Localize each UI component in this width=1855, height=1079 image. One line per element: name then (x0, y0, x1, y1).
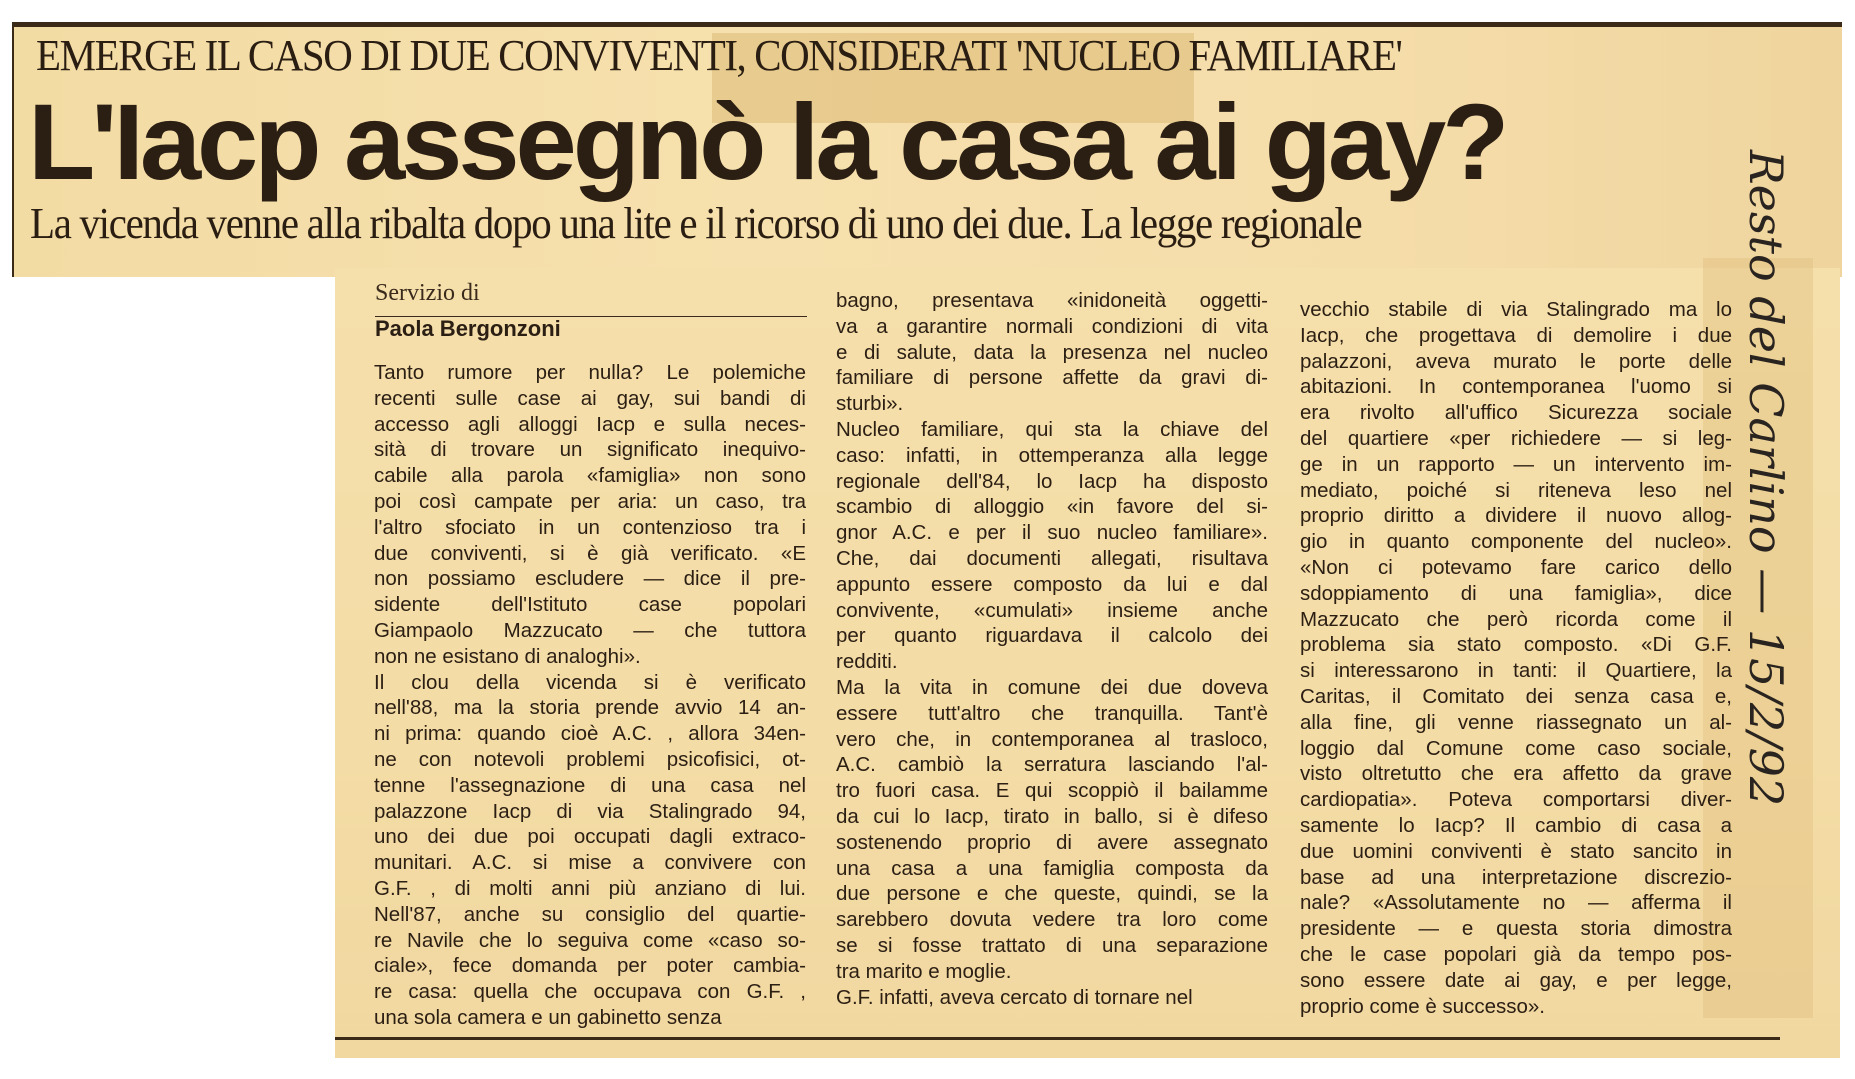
article-line: «Non ci potevamo fare carico dello (1300, 555, 1732, 579)
article-line: recenti sulle case ai gay, sui bandi di (374, 386, 806, 410)
article-line: Nucleo familiare, qui sta la chiave del (836, 417, 1268, 441)
article-line: A.C. cambiò la serratura lasciando l'al- (836, 753, 1268, 777)
article-line: sidente dell'Istituto case popolari (374, 593, 806, 617)
article-line: da cui lo Iacp, tirato in ballo, si è difeso (836, 804, 1268, 828)
article-line: bagno, presentava «inidoneità oggetti- (836, 289, 1268, 312)
article-line: samente lo Iacp? Il cambio di casa a (1300, 813, 1732, 837)
article-line: per quanto riguardava il calcolo dei (836, 624, 1268, 648)
article-line: tenne l'assegnazione di una casa nel (374, 773, 806, 797)
article-line: era rivolto all'uffico Sicurezza sociale (1300, 401, 1732, 425)
article-line: si interessarono in tanti: il Quartiere, la (1300, 659, 1732, 683)
article-line: Nell'87, anche su consiglio del quartie- (374, 902, 806, 926)
article-line: regionale dell'84, lo Iacp ha disposto (836, 469, 1268, 493)
article-line: una sola camera e un gabinetto senza (374, 1005, 722, 1029)
article-line: uno dei due poi occupati dagli extraco- (374, 825, 806, 849)
article-line: convivente, «cumulati» insieme anche (836, 598, 1268, 622)
article-line: Ma la vita in comune dei due doveva (836, 675, 1268, 699)
headline: L'Iacp assegnò la casa ai gay? (28, 81, 1506, 202)
article-line: appunto essere composto da lui e dal (836, 572, 1268, 596)
article-line: palazzone Iacp di via Stalingrado 94, (374, 799, 806, 823)
article-line: familiare di persone affette da gravi di- (836, 366, 1268, 390)
article-line: che le case popolari già da tempo pos- (1300, 942, 1732, 966)
article-line: G.F. , di molti anni più anziano di lui. (374, 876, 806, 900)
article-line: base ad una interpretazione discrezio- (1300, 865, 1732, 889)
article-line: proprio come è successo». (1300, 994, 1545, 1018)
handwritten-source-date: Resto del Carlino — 15/2/92 (1739, 150, 1793, 807)
article-line: sturbi». (836, 392, 904, 416)
article-line: sdoppiamento di una famiglia», dice (1300, 581, 1732, 605)
byline-label: Servizio di (375, 280, 480, 306)
article-line: scambio di alloggio «in favore del si- (836, 495, 1268, 519)
article-line: ge in un rapporto — un intervento im- (1300, 452, 1732, 476)
article-line: due conviventi, si è già verificato. «E (374, 541, 806, 565)
article-line: Il clou della vicenda si è verificato (374, 670, 806, 694)
article-line: ciale», fece domanda per poter cambia- (374, 954, 806, 978)
article-line: sono essere date ai gay, e per legge, (1300, 968, 1732, 992)
article-line: alla fine, gli venne riassegnato un al- (1300, 710, 1732, 734)
article-line: ni prima: quando cioè A.C. , allora 34en- (374, 722, 806, 746)
article-line: va a garantire normali condizioni di vita (836, 314, 1268, 338)
article-line: loggio dal Comune come caso sociale, (1300, 736, 1732, 760)
article-line: vecchio stabile di via Stalingrado ma lo (1300, 298, 1732, 321)
article-column-2 (836, 288, 1268, 1010)
article-line: gio in quanto componente del nucleo». (1300, 530, 1732, 554)
article-line: due persone e che queste, quindi, se la (836, 882, 1268, 906)
article-column-1 (374, 360, 806, 1031)
article-column-3 (1300, 297, 1732, 1019)
byline-author: Paola Bergonzoni (375, 316, 561, 341)
article-line: gnor A.C. e per il suo nucleo familiare». (836, 521, 1268, 545)
article-line: Che, dai documenti allegati, risultava (836, 546, 1268, 570)
article-line: abitazioni. In contemporanea l'uomo si (1300, 375, 1732, 399)
article-line: sostenendo proprio di avere assegnato (836, 830, 1268, 854)
article-line: non ne esistano di analoghi». (374, 644, 641, 668)
article-line: tro fuori casa. E qui scoppiò il bailamme (836, 779, 1268, 803)
article-line: sarebbero dovuta vedere tra loro come (836, 908, 1268, 932)
article-line: re Navile che lo seguiva come «caso so- (374, 928, 806, 952)
article-line: caso: infatti, in ottemperanza alla legge (836, 443, 1268, 467)
article-line: munitari. A.C. si mise a convivere con (374, 851, 806, 875)
handwritten-annotation (1739, 150, 1805, 870)
article-line: proprio diritto a dividere il nuovo allog- (1300, 504, 1732, 528)
article-line: visto oltretutto che era affetto da grave (1300, 762, 1732, 786)
article-line: poi così campate per aria: un caso, tra (374, 489, 806, 513)
article-line: sità di trovare un significato inequivo- (374, 438, 806, 462)
article-line: palazzoni, aveva murato le porte delle (1300, 349, 1732, 373)
article-line: problema sia stato composto. «Di G.F. (1300, 633, 1732, 657)
article-line: se si fosse trattato di una separazione (836, 933, 1268, 957)
article-line: del quartiere «per richiedere — si leg- (1300, 426, 1732, 450)
article-line: cardiopatia». Poteva comportarsi diver- (1300, 788, 1732, 812)
article-line: Caritas, il Comitato dei senza casa e, (1300, 684, 1732, 708)
article-line: mediato, poiché si riteneva leso nel (1300, 478, 1732, 502)
article-line: vero che, in contemporanea al trasloco, (836, 727, 1268, 751)
article-line: G.F. infatti, aveva cercato di tornare nel (836, 985, 1193, 1009)
article-line: nale? «Assolutamente no — afferma il (1300, 891, 1732, 915)
article-line: Tanto rumore per nulla? Le polemiche (374, 361, 806, 384)
article-line: nell'88, ma la storia prende avvio 14 an- (374, 696, 806, 720)
article-line: Giampaolo Mazzucato — che tuttora (374, 618, 806, 642)
article-line: redditi. (836, 650, 898, 674)
article-line: re casa: quella che occupava con G.F. , (374, 980, 806, 1004)
article-line: ne con notevoli problemi psicofisici, ot- (374, 747, 806, 771)
kicker: EMERGE IL CASO DI DUE CONVIVENTI, CONSIDERATI 'NUCLEO FAMILIARE' (36, 31, 1402, 80)
article-line: non possiamo escludere — dice il pre- (374, 567, 806, 591)
subhead: La vicenda venne alla ribalta dopo una lite e il ricorso di uno dei due. La legge regionale (30, 199, 1362, 248)
article-line: una casa a una famiglia composta da (836, 856, 1268, 880)
article-line: Mazzucato che però ricorda come il (1300, 607, 1732, 631)
article-line: tra marito e moglie. (836, 959, 1012, 983)
bottom-rule (335, 1037, 1780, 1040)
article-line: l'altro sfociato in un contenzioso tra i (374, 515, 806, 539)
article-line: due uomini conviventi è stato sancito in (1300, 839, 1732, 863)
article-line: presidente — e questa storia dimostra (1300, 917, 1732, 941)
article-line: e di salute, data la presenza nel nucleo (836, 340, 1268, 364)
article-line: essere tutt'altro che tranquilla. Tant'è (836, 701, 1268, 725)
article-line: Iacp, che progettava di demolire i due (1300, 323, 1732, 347)
article-line: accesso agli alloggi Iacp e sulla neces- (374, 412, 806, 436)
article-line: cabile alla parola «famiglia» non sono (374, 464, 806, 488)
